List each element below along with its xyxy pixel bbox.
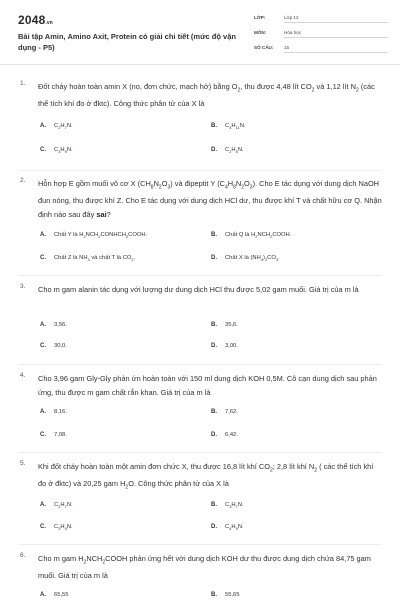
- question-text: Cho 3,96 gam Gly-Gly phản ứn hoàn toàn với 150 ml dung dịch KOH 0,5M. Cô cạn dung dịch sau phản ứng, thu được m gam chất rắn khan. Giá trị của m là: [38, 374, 377, 397]
- question-separator: [18, 364, 382, 365]
- question-text: Cho m gam $H_2NCH_2COOH$ phản ứng hết với dung dịch KOH dư thu được dung dịch chứa 84,75 gam muối. Giá trị của m là: [38, 554, 371, 581]
- question-separator: [18, 275, 382, 276]
- question-number: 5.: [20, 460, 26, 467]
- site-logo[interactable]: 2048.vn: [18, 13, 53, 27]
- question-text: Đốt cháy hoàn toàn amin X (no, đơn chức, mạch hở) bằng $O_2$, thu được 4,48 lít $CO_2$ và 1,12 lít $N_2$ (các thể tích khí đo ở đktc). Công thức phân tử của X là: [38, 82, 375, 109]
- question-text: Hỗn hợp E gồm muối vô cơ X $(CH_8N_2O_3)$ và đipeptit Y $(C_4H_8N_2O_3)$. Cho E tác dụng với dung dịch NaOH đun nóng, thu được khí Z. Cho E tác dụng với dung dịch HCl dư, thu được khí T và chất hữu cơ Q. Nhận định nào sau đây sai?: [38, 179, 382, 220]
- worksheet-header: 2048.vn Bài tập Amin, Amino Axit, Protein có giải chi tiết (mức độ vận dụng - P5) LỚP: Lớp 12 MÔN: Hóa học SỐ CÂU: 15: [0, 0, 400, 64]
- question-number: 3.: [20, 283, 26, 290]
- question-separator: [18, 544, 382, 545]
- question-separator: [18, 452, 382, 453]
- question-number: 1.: [20, 80, 26, 87]
- header-divider: [0, 64, 400, 65]
- question-text: Khi đốt cháy hoàn toàn một amin đơn chức X, thu được 16,8 lít khí $CO_2$; 2,8 lít khí $N_2$ ( các thể tích khí đo ở đktc) và 20,25 gam $H_2O$. Công thức phân tử của X là: [38, 462, 374, 491]
- question-separator: [18, 170, 382, 171]
- question-number: 6.: [20, 552, 26, 559]
- worksheet-title: Bài tập Amin, Amino Axit, Protein có giải chi tiết (mức độ vận dụng - P5): [18, 32, 236, 52]
- question-number: 4.: [20, 372, 26, 379]
- question-text: Cho m gam alanin tác dụng với lượng dư dung dịch HCl thu được 5,02 gam muối. Giá trị của m là: [38, 285, 359, 294]
- question-number: 2.: [20, 177, 26, 184]
